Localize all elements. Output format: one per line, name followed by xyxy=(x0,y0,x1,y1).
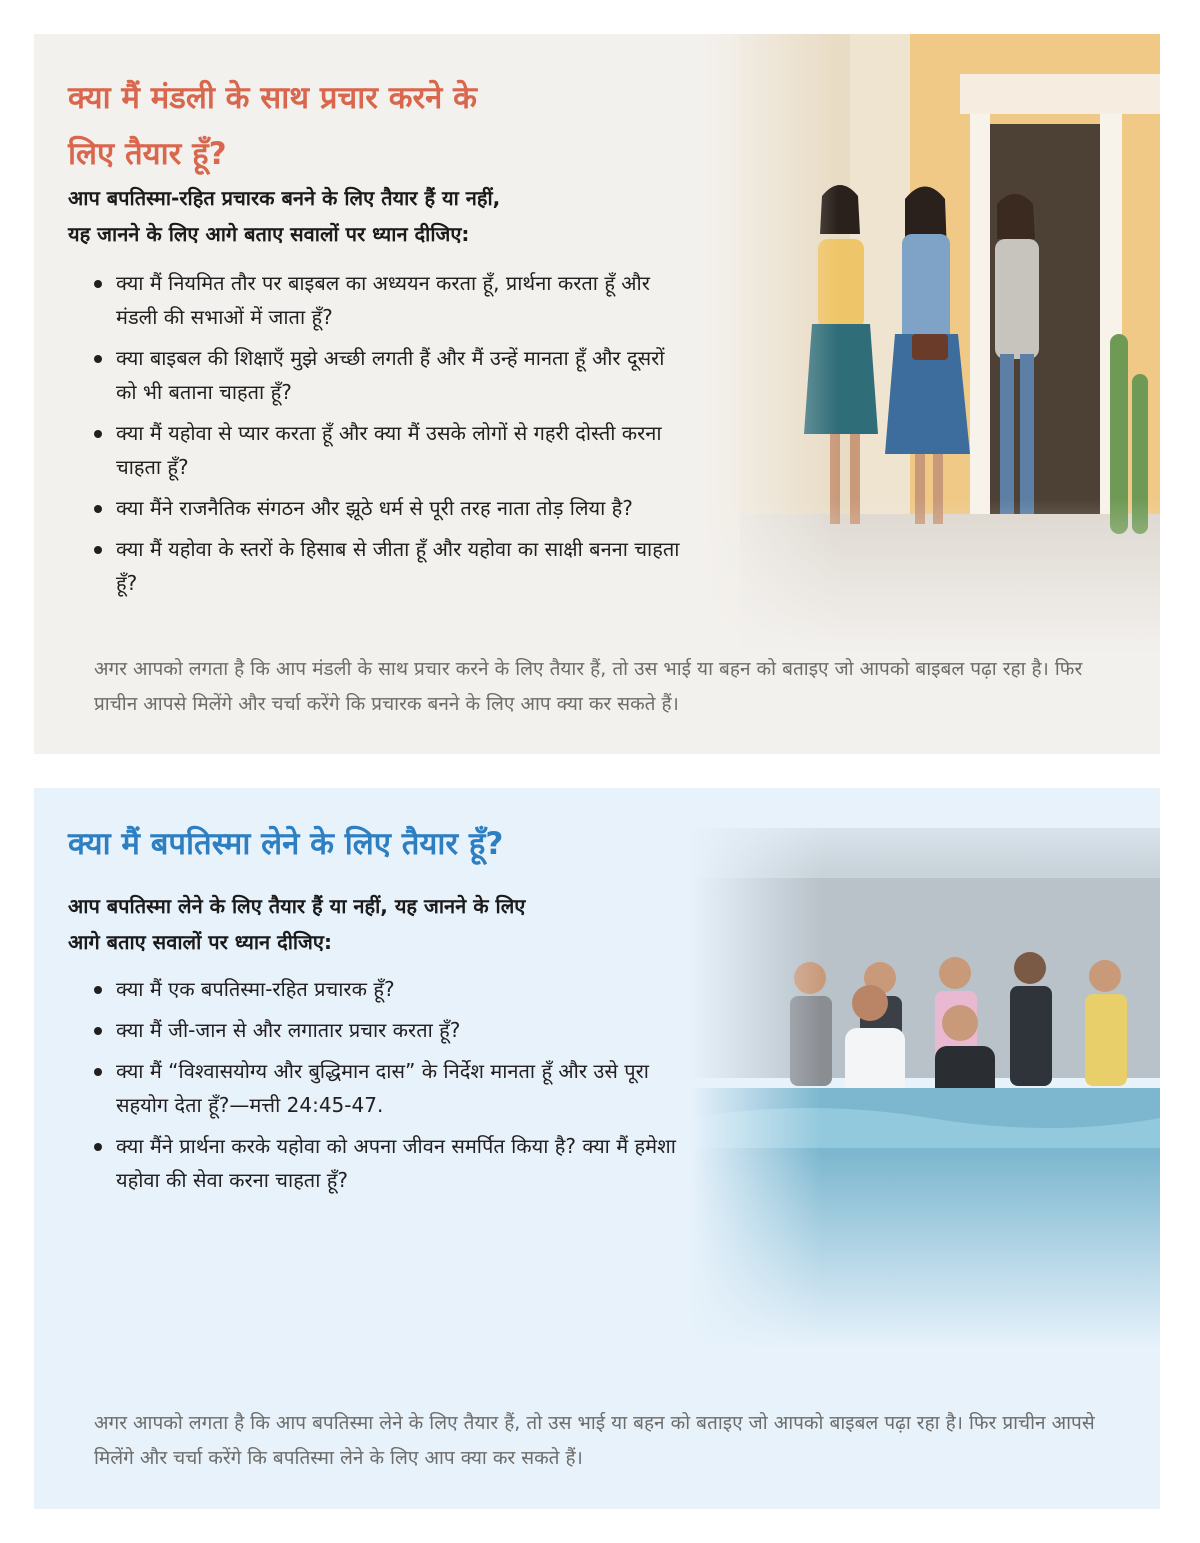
footnote: अगर आपको लगता है कि आप बपतिस्मा लेने के लिए तैयार हैं, तो उस भाई या बहन को बताइए जो आपको बाइबल पढ़ा रहा है। फिर प्राचीन आपसे मिलेंगे और चर्चा करेंगे कि बपतिस्मा लेने के लिए आप क्या कर सकते हैं। xyxy=(94,1412,1095,1469)
baptism-readiness-panel xyxy=(34,788,1160,1509)
list-item: क्या बाइबल की शिक्षाएँ मुझे अच्छी लगती हैं और मैं उन्हें मानता हूँ और दूसरों को भी बताना चाहता हूँ? xyxy=(68,341,676,409)
list-item: क्या मैं “विश्वासयोग्य और बुद्धिमान दास” के निर्देश मानता हूँ और उसे पूरा सहयोग देता हूँ?—मत्ती 24:45-47. xyxy=(68,1054,656,1122)
list-item: क्या मैं जी-जान से और लगातार प्रचार करता हूँ? xyxy=(68,1013,676,1047)
lead-text-line-2: यह जानने के लिए आगे बताए सवालों पर ध्यान दीजिए: xyxy=(68,222,470,246)
section-title: क्या मैं मंडली के साथ प्रचार करने के लिए तैयार हूँ? xyxy=(68,80,477,172)
list-item: क्या मैंने प्रार्थना करके यहोवा को अपना जीवन समर्पित किया है? क्या मैं हमेशा यहोवा की सेवा करना चाहता हूँ? xyxy=(68,1129,696,1197)
section-title: क्या मैं बपतिस्मा लेने के लिए तैयार हूँ? xyxy=(68,826,504,862)
questions-list xyxy=(68,972,728,1204)
footnote: अगर आपको लगता है कि आप मंडली के साथ प्रचार करने के लिए तैयार हैं, तो उस भाई या बहन को बताइए जो आपको बाइबल पढ़ा रहा है। फिर प्राचीन आपसे मिलेंगे और चर्चा करेंगे कि प्रचारक बनने के लिए आप क्या कर सकते हैं। xyxy=(94,658,1083,715)
illustration-door-to-door-preaching xyxy=(700,34,1160,654)
lead-text-line-1: आप बपतिस्मा लेने के लिए तैयार हैं या नहीं, यह जानने के लिए xyxy=(68,894,526,918)
lead-text-line-2: आगे बताए सवालों पर ध्यान दीजिए: xyxy=(68,930,332,954)
list-item: क्या मैं एक बपतिस्मा-रहित प्रचारक हूँ? xyxy=(68,972,676,1006)
preaching-readiness-panel xyxy=(34,34,1160,754)
lead-text-line-1: आप बपतिस्मा-रहित प्रचारक बनने के लिए तैयार हैं या नहीं, xyxy=(68,186,501,210)
list-item: क्या मैंने राजनैतिक संगठन और झूठे धर्म से पूरी तरह नाता तोड़ लिया है? xyxy=(68,491,776,525)
list-item: क्या मैं यहोवा के स्तरों के हिसाब से जीता हूँ और यहोवा का साक्षी बनना चाहता हूँ? xyxy=(68,532,696,600)
illustration-baptism xyxy=(690,788,1160,1348)
questions-list xyxy=(68,266,768,607)
list-item: क्या मैं नियमित तौर पर बाइबल का अध्ययन करता हूँ, प्रार्थना करता हूँ और मंडली की सभाओं में जाता हूँ? xyxy=(68,266,696,334)
list-item: क्या मैं यहोवा से प्यार करता हूँ और क्या मैं उसके लोगों से गहरी दोस्ती करना चाहता हूँ? xyxy=(68,416,696,484)
